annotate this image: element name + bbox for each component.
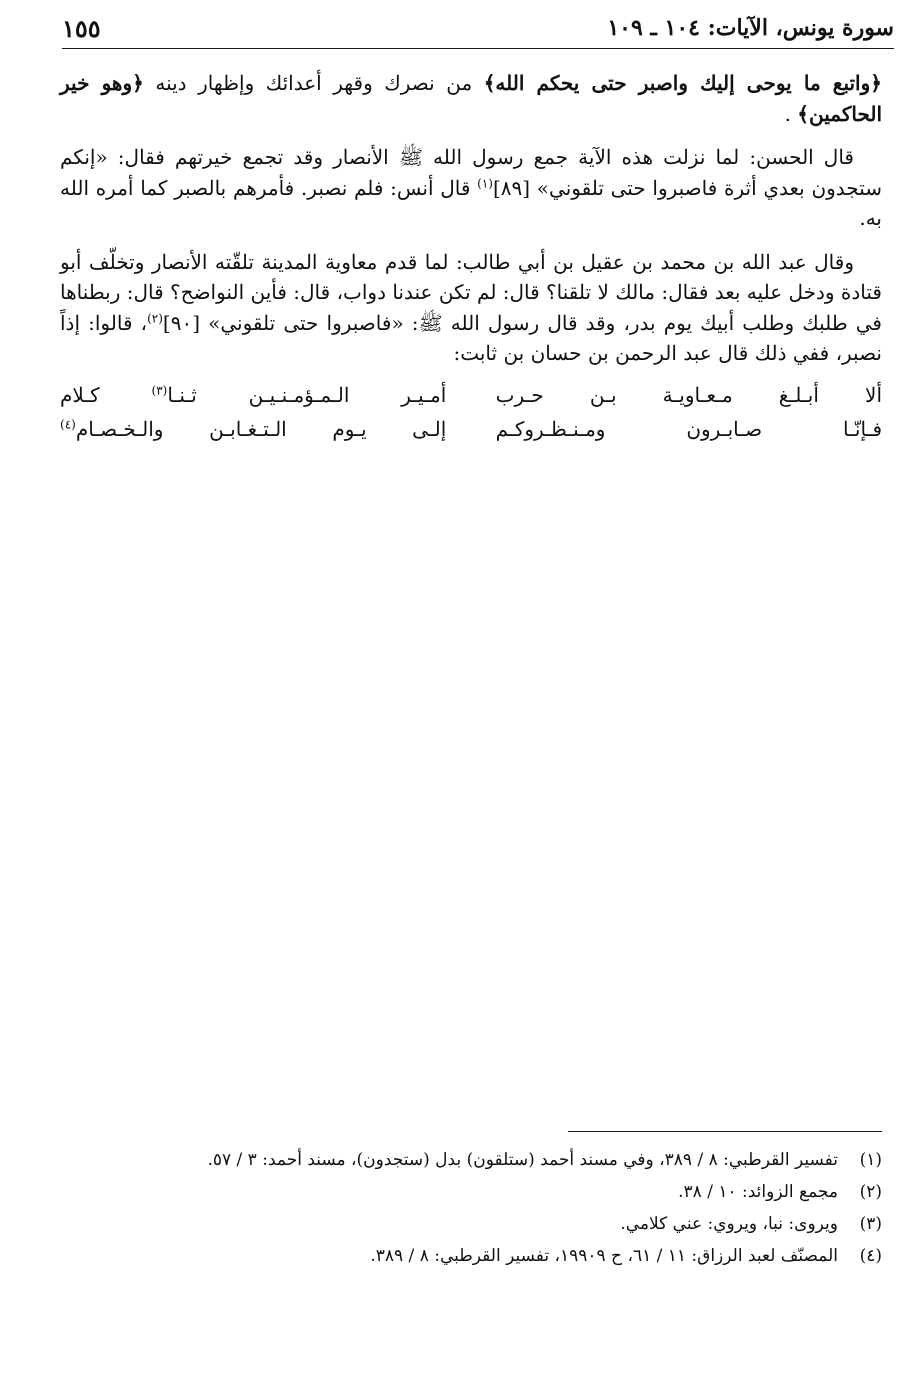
paragraph-text: ، قالوا: إذاً نصبر، ففي ذلك قال عبد الرحمن بن حسان بن ثابت: — [60, 310, 882, 365]
quran-verse: ﴿وهو خير الحاكمين﴾ — [60, 71, 882, 126]
footnote-text: المصنّف لعبد الرزاق: ١١ / ٦١، ح ١٩٩٠٩، تفسير القرطبي: ٨ / ٣٨٩. — [370, 1246, 838, 1266]
footnote-number: (٤) — [859, 1246, 882, 1266]
footnote — [60, 1144, 882, 1176]
paragraph-text: وقال عبد الله بن محمد بن عقيل بن أبي طالب: لما قدم معاوية المدينة تلقّته الأنصار وتخلّف أبو قتادة ودخل عليه بعد فقال: مالك لا تلقنا؟ قال: لم تكن عندنا دواب، قال: فأين النواضح؟ قال: ربطناها في طلبك وطلب أبيك يوم بدر، وقد قال رسول الله ﷺ: «فاصبروا حتى تلقوني» [٩٠] — [60, 249, 882, 335]
hemistich-text: كـلام — [60, 382, 152, 407]
footnote — [60, 1208, 882, 1240]
footnote-ref: (١) — [477, 175, 493, 190]
footnote-ref: (٣) — [151, 382, 168, 397]
footnote-ref: (٤) — [60, 416, 76, 431]
footnote-text: مجمع الزوائد: ١٠ / ٣٨. — [678, 1182, 838, 1202]
footnote-number: (٢) — [859, 1182, 882, 1202]
poem — [60, 378, 882, 446]
page-number: ١٥٥ — [62, 13, 101, 43]
poem-hemistich: ألا أبـلـغ مـعـاويـة بـن حـرب — [495, 382, 882, 407]
footnote-number: (٣) — [859, 1214, 882, 1234]
page-header — [62, 8, 894, 49]
quran-verse: ﴿واتبع ما يوحى إليك واصبر حتى يحكم الله﴾ — [483, 71, 882, 95]
paragraph-text: قال أنس: فلم نصبر. فأمرهم بالصبر كما أمره الله به. — [60, 175, 882, 230]
poem-verse — [60, 378, 882, 412]
footnotes — [60, 1144, 882, 1272]
hemistich-text: أمـيـر الـمـؤمـنـيـن ثـنـا — [167, 382, 447, 407]
hasan-paragraph — [60, 142, 882, 234]
abdullah-paragraph — [60, 247, 882, 369]
footnote-number: (١) — [859, 1150, 882, 1170]
intro-paragraph — [60, 68, 882, 129]
footnote — [60, 1176, 882, 1208]
hemistich-text: إلـى يـوم الـتـغـابـن والـخـصـام — [75, 416, 447, 441]
paragraph-text: من نصرك وقهر أعدائك وإظهار دينه — [143, 71, 484, 95]
poem-hemistich — [60, 378, 446, 412]
poem-verse — [60, 412, 882, 446]
footnote-text: ويروى: نبا، ويروي: عني كلامي. — [620, 1214, 838, 1234]
main-text — [60, 68, 882, 446]
footnote-ref: (٢) — [147, 310, 163, 325]
footnote — [60, 1240, 882, 1272]
running-title: سورة يونس، الآيات: ١٠٤ ـ ١٠٩ — [607, 15, 894, 41]
poem-hemistich: فـإنّـا صـابـرون ومـنـظـروكـم — [495, 416, 882, 441]
poem-hemistich — [60, 412, 446, 446]
paragraph-text: . — [784, 101, 798, 126]
footnote-text: تفسير القرطبي: ٨ / ٣٨٩، وفي مسند أحمد (ستلقون) بدل (ستجدون)، مسند أحمد: ٣ / ٥٧. — [207, 1150, 838, 1170]
footnote-separator — [568, 1131, 882, 1132]
paragraph-text: قال الحسن: لما نزلت هذه الآية جمع رسول الله ﷺ الأنصار وقد تجمع خيرتهم فقال: «إنكم ستجدون بعدي أثرة فاصبروا حتى تلقوني» [٨٩] — [60, 145, 882, 200]
